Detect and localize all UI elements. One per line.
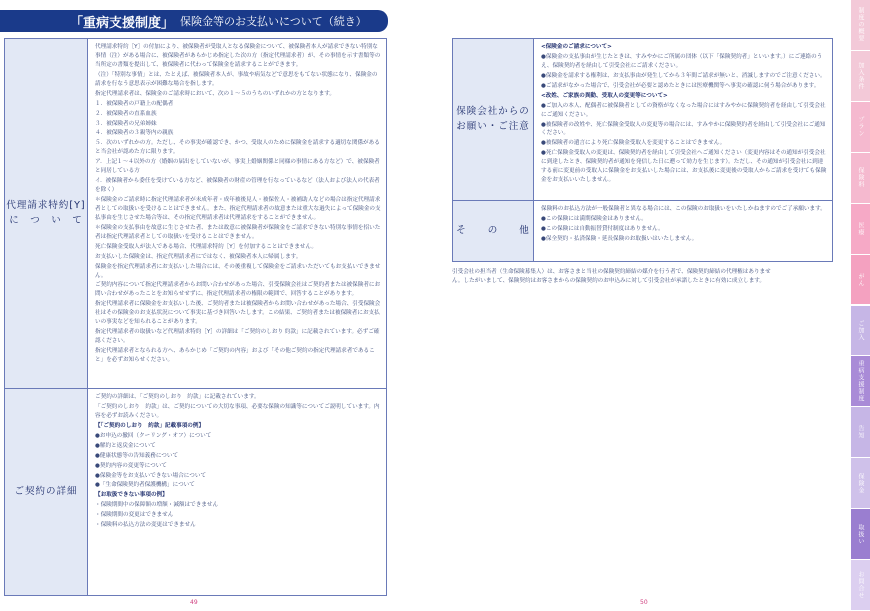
paragraph: ●この保険には満期保険金はありません。 <box>541 215 647 222</box>
banner-title: 「重病支援制度」 <box>70 15 175 31</box>
paragraph: 【お取扱できない事項の例】 <box>95 492 168 499</box>
paragraph: ・保険期間の変更はできません <box>95 512 174 519</box>
paragraph: ●保険金等をお支払いできない場合について <box>95 472 207 479</box>
page-number-right: 50 <box>640 599 648 606</box>
left-table <box>4 38 387 596</box>
banner-subtitle: 保険金等のお支払いについて（続き） <box>180 15 367 28</box>
page-number-left: 49 <box>190 599 198 606</box>
paragraph: ご契約内容について指定代理請求者からお問い合わせがあった場合、引受保険会社はご契約者または被保険者にお問い合わせがあったことをお知らせせずに、指定代理請求者の権限の範囲で、回答することがあります。 <box>95 282 381 298</box>
side-tab[interactable]: 保険料 <box>851 153 870 203</box>
paragraph: 代理請求特約［Y］の付加により、被保険者が受取人となる保険金について、被保険者本人が請求できない特別な事情（注）がある場合に、被保険者があらかじめ指定した次の方（指定代理請求者）が、その事情を示す書類等の当所定の書類を提出して、被保険者に代わって保険金を請求することができます。 <box>95 44 381 68</box>
label-notice: 保険会社からの お願い・ご注意 <box>453 39 534 200</box>
paragraph: ●被保険者の遺言により死亡保険金受取人を変更することはできません。 <box>541 140 726 147</box>
side-tab[interactable]: 医療 <box>851 204 870 254</box>
contract-details-content <box>95 393 381 593</box>
paragraph: （注）「特別な事情」とは、たとえば、被保険者本人が、事故や病気などで意思をもてない状態になり、保険金の請求を行なう意思表示が困難な場合を指します。 <box>95 71 378 87</box>
paragraph: 保険金を指定代理請求者にお支払いした場合には、その後重複して保険金をご請求いただいてもお支払いできません。 <box>95 263 381 279</box>
proxy-claim-content <box>95 43 381 385</box>
paragraph: ●保険金を請求する権利は、お支払事由が発生してから３年間ご請求が無いと、消滅しますのでご注意ください。 <box>541 72 826 79</box>
footnote: 引受会社の担当者（生命保険募集人）は、お客さまと当社の保険契約締結の媒介を行う者で、保険契約締結の代理権はありません。したがいまして、保険契約はお客さまからの保険契約のお申込みに対して引受会社が承諾したときに有効に成立します。 <box>452 269 771 284</box>
paragraph: ご契約の詳細は、「ご契約のしおり 約款」に記載されています。 <box>95 394 260 400</box>
paragraph: ●被保険者の改姓や、死亡保険金受取人の変更等の場合には、すみやかに保険契約者を経由して引受会社にご通知ください。 <box>541 121 826 137</box>
side-tab[interactable]: プラン <box>851 102 870 152</box>
side-tab[interactable]: 告知 <box>851 407 870 457</box>
label-proxy-claim: 代理請求特約[Y] に つ い て <box>5 39 88 388</box>
side-tabs <box>851 0 870 611</box>
side-tab[interactable]: 保険金 <box>851 458 870 508</box>
side-tab[interactable]: 取扱い <box>851 509 870 559</box>
paragraph: <改姓、ご家族の異動、受取人の変更等について> <box>541 92 668 99</box>
paragraph: ３．被保険者の兄弟姉妹 <box>95 120 157 127</box>
paragraph: 指定代理請求者となられる方へ、あらかじめ「ご契約の内容」および「その他ご契約の指定代理請求者であること」を必ずお知らせください。 <box>95 348 375 363</box>
side-tab[interactable]: ご加入 <box>851 306 870 356</box>
paragraph: 指定代理請求者の取扱いなど代理請求特約［Y］の詳細は「ご契約のしおり 約款」に記載されています。必ずご確認ください。 <box>95 329 380 345</box>
paragraph: 指定代理請求者に保険金をお支払いした後、ご契約者または被保険者からお問い合わせがあった場合、引受保険会社はその保険金のお支払状況について事実に基づき回答いたします。この結果、ご契約者または被保険者にお支払いの事実などを知られることがあります。 <box>95 301 381 326</box>
paragraph: ●健康状態等の告知義務について <box>95 452 179 459</box>
paragraph: ●保全契約・払済保険・延長保険のお取扱いはいたしません。 <box>541 235 698 242</box>
paragraph: ●この保険には自動振替貸付制度はありません。 <box>541 225 664 232</box>
paragraph: 「ご契約のしおり 約款」は、ご契約についての大切な事項、必要な保険の知識等についてご説明しています。内容を必ずお読みください。 <box>95 403 380 419</box>
side-tab[interactable]: がん <box>851 255 870 305</box>
side-tab[interactable]: お問合せ <box>851 560 870 610</box>
paragraph: 【「ご契約のしおり 約款」記載事項の例】 <box>95 422 205 429</box>
paragraph: ●お申込の撤回（クーリング・オフ）について <box>95 432 212 439</box>
notice-content <box>541 43 827 199</box>
other-content <box>541 205 827 259</box>
side-tab[interactable]: 重病支援制度 <box>851 356 870 406</box>
paragraph: ●死亡保険金受取人の変更は、保険契約者を経由して引受会社へご通知ください（変更内容はその通知が引受会社に到達したとき、保険契約者が通知を発信した日に遡って効力を生じます）。ただし、その通知が引受会社に到達する前に変更前の受取人に保険金をお支払いした場合には、お支払後に変更後の受取人からご請求を受けても保険金をお支払いいたしません。 <box>541 150 827 184</box>
paragraph: イ．被保険者から委任を受けている方など、被保険者の財産の管理を行なっているなど（法人および法人の代表者を除く） <box>95 178 380 194</box>
paragraph: お支払いした保険金は、指定代理請求者にではなく、被保険者本人に帰属します。 <box>95 253 302 260</box>
paragraph: ●解約と返戻金について <box>95 442 156 449</box>
paragraph: ●契約内容の変更等について <box>95 462 167 469</box>
side-tab[interactable]: 加入条件 <box>851 51 870 101</box>
paragraph: <保険金のご請求について> <box>541 44 612 50</box>
paragraph: ５．次のいずれかの方。ただし、その事実が確認でき、かつ、受取人のために保険金を請求する適切な関係があると当会社が認めた方に限ります。 <box>95 140 380 156</box>
side-tab[interactable]: 制度の概要 <box>851 0 870 50</box>
right-table <box>452 38 833 262</box>
label-contract-details: ご契約の詳細 <box>5 389 88 595</box>
paragraph: ・保険料の払込方法の変更はできません <box>95 522 196 529</box>
paragraph: ＊保険金のご請求時に指定代理請求者が未成年者・成年被後見人・被保佐人・被補助人などの場合は指定代理請求者としての取扱いを受けることはできません。また、指定代理請求者の故意または重大な過失によって保険金の支払事由を生じさせた場合等は、その指定代理請求者は代理請求をすることができません。 <box>95 197 381 221</box>
paragraph: ア．上記１～４以外の方（婚姻の届出をしていないが、事実上婚姻関係と同様の事情にある方など）で、被保険者と同居している方 <box>95 159 380 175</box>
paragraph: ＊保険金の支払事由を故意に生じさせた者、または故意に被保険者が保険金をご請求できない特別な事情を招いた者は指定代理請求者としての取扱いを受けることはできません。 <box>95 224 381 240</box>
paragraph: ●保険金の支払事由が生じたときは、すみやかにご所属の団体（以下「保険契約者」といいます。）にご連絡のうえ、保険契約者を経由して引受会社にご請求ください。 <box>541 53 823 69</box>
paragraph: ２．被保険者の直系血族 <box>95 110 157 117</box>
paragraph: ●ご請求がなかった場合で、引受会社が必要と認めたときには医療機関等へ事実の確認に伺う場合があります。 <box>541 82 820 89</box>
paragraph: 指定代理請求者は、保険金のご請求時において、次の１～５のうちのいずれかの方となります。 <box>95 90 335 97</box>
paragraph: ４．被保険者の３親等内の親族 <box>95 130 174 137</box>
paragraph: ・保険期間中の保障額の増額・減額はできません <box>95 502 219 509</box>
paragraph: 保険料のお払込方法が一般保険者と異なる場合には、この保険のお取扱いをいたしかねますのでご了承願います。 <box>541 206 826 212</box>
section-banner <box>0 10 388 32</box>
paragraph: １．被保険者の戸籍上の配偶者 <box>95 100 174 107</box>
paragraph: ●「生命保険契約者保護機構」について <box>95 482 195 489</box>
label-other: そ の 他 <box>453 201 534 261</box>
paragraph: 死亡保険金受取人が法人である場合、代理請求特約［Y］を付加することはできません。 <box>95 243 317 250</box>
paragraph: ●ご加入の本人、配偶者に被保険者としての資格がなくなった場合にはすみやかに保険契約者を経由して引受会社にご通知ください。 <box>541 102 826 118</box>
